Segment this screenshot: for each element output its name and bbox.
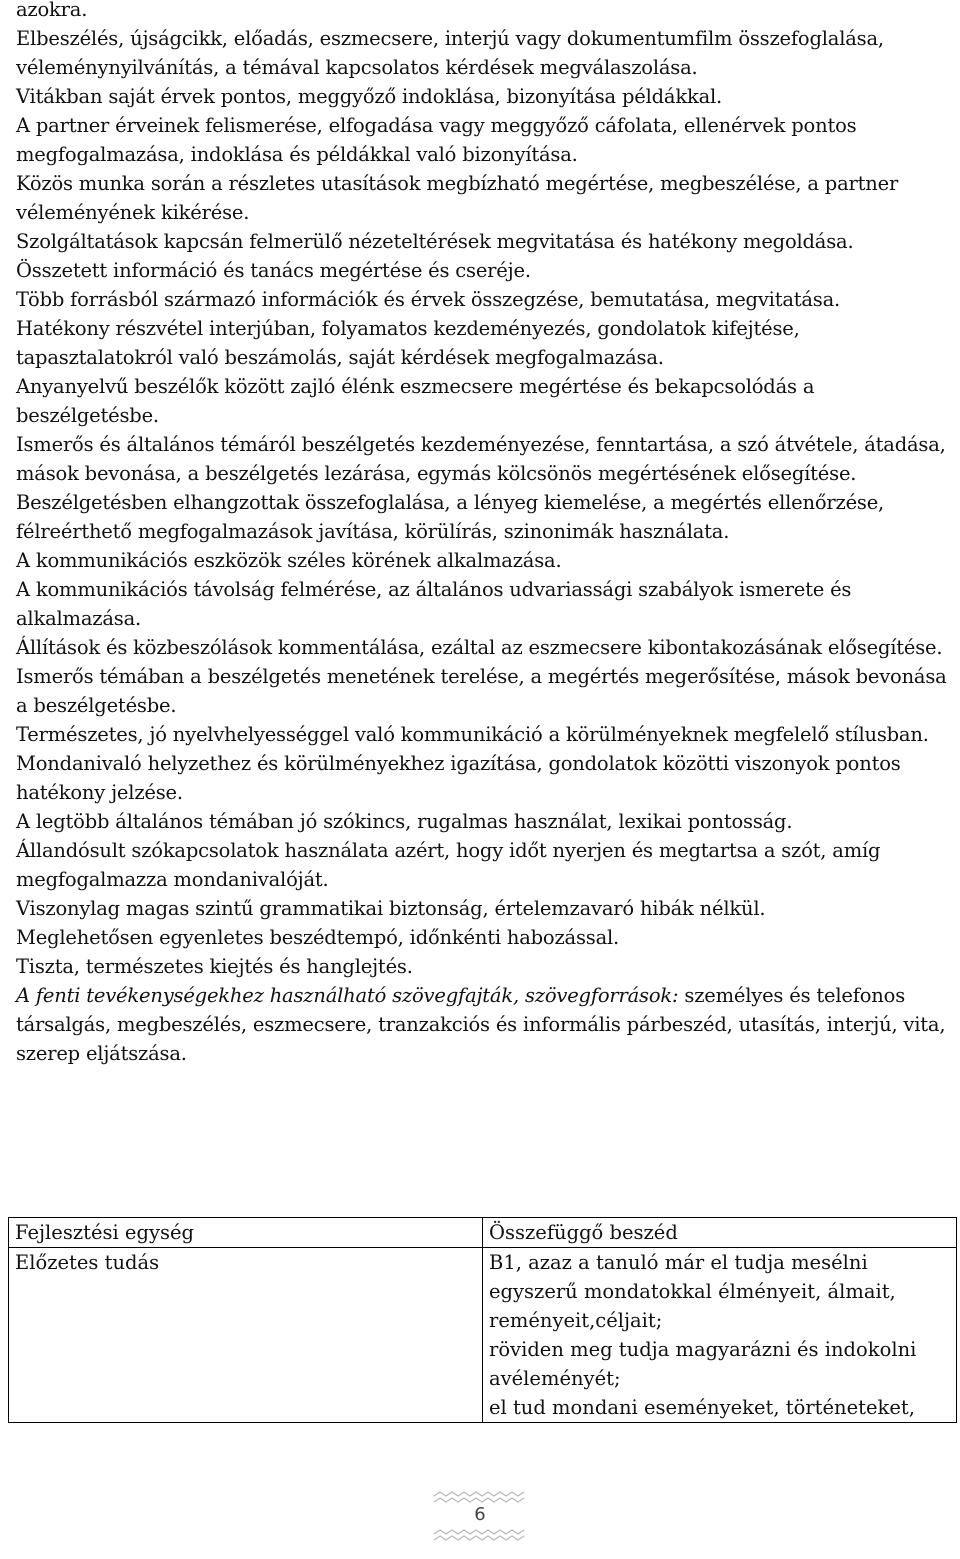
paragraph: Beszélgetésben elhangzottak összefoglalása, a lényeg kiemelése, a megértés ellenőrzése, félreérthető megfogalmazások javítása, körülírás, szinonimák használata. [16,491,885,543]
paragraph: A kommunikációs távolság felmérése, az általános udvariassági szabályok ismerete és alkalmazása. [16,578,852,630]
text-types-label: A fenti tevékenységekhez használható szövegfajták, szövegforrások: [16,984,679,1007]
paragraph: A partner érveinek felismerése, elfogadása vagy meggyőző cáfolata, ellenérvek pontos megfogalmazása, indoklása és példákkal való bizonyítása. [16,114,857,166]
paragraph: Közös munka során a részletes utasítások megbízható megértése, megbeszélése, a partner véleményének kikérése. [16,172,899,224]
paragraph: Több forrásból származó információk és érvek összegzése, bemutatása, megvitatása. [16,288,841,311]
paragraph: A kommunikációs eszközök széles körének alkalmazása. [16,549,562,572]
paragraph: Állítások és közbeszólások kommentálása, ezáltal az eszmecsere kibontakozásának elősegítése. [16,636,943,659]
prior-knowledge-line: B1, azaz a tanuló már el tudja mesélni egyszerű mondatokkal élményeit, álmait, reményeit,céljait; [489,1251,896,1332]
table-cell-label: Előzetes tudás [9,1248,483,1423]
paragraph: Ismerős témában a beszélgetés menetének terelése, a megértés megerősítése, mások bevonása a beszélgetésbe. [16,665,947,717]
paragraph: Természetes, jó nyelvhelyességgel való kommunikáció a körülményeknek megfelelő stílusban. [16,723,929,746]
body-text [16,0,952,1068]
table-cell-value: Összefüggő beszéd [483,1218,957,1248]
paragraph: Viszonylag magas szintű grammatikai biztonság, értelemzavaró hibák nélkül. [16,897,766,920]
paragraph: Mondanivaló helyzethez és körülményekhez igazítása, gondolatok közötti viszonyok pontos hatékony jelzése. [16,752,901,804]
prior-knowledge-line: el tud mondani eseményeket, történeteket, [489,1396,915,1419]
table-row [9,1218,957,1248]
text-types-paragraph [16,981,952,1068]
paragraph: Hatékony részvétel interjúban, folyamatos kezdeményezés, gondolatok kifejtése, tapasztalatokról való beszámolás, saját kérdések megfogalmazása. [16,317,800,369]
table-cell-value [483,1248,957,1423]
paragraph: Ismerős és általános témáról beszélgetés kezdeményezése, fenntartása, a szó átvétele, átadása, mások bevonása, a beszélgetés lezárása, egymás kölcsönös megértésének elősegítése. [16,433,946,485]
paragraph: Összetett információ és tanács megértése és cseréje. [16,259,531,282]
table-row [9,1248,957,1423]
paragraph: Meglehetősen egyenletes beszédtempó, időnkénti habozással. [16,926,620,949]
development-unit-table [8,1217,957,1423]
page-number [432,1486,528,1548]
page-number-text: 6 [474,1504,486,1525]
paragraph: Állandósult szókapcsolatok használata azért, hogy időt nyerjen és megtartsa a szót, amíg megfogalmazza mondanivalóját. [16,839,881,891]
paragraph: azokra. [16,0,88,21]
table-cell-label: Fejlesztési egység [9,1218,483,1248]
paragraph: Vitákban saját érvek pontos, meggyőző indoklása, bizonyítása példákkal. [16,85,723,108]
paragraph: Anyanyelvű beszélők között zajló élénk eszmecsere megértése és bekapcsolódás a beszélgetésbe. [16,375,815,427]
paragraph: Tiszta, természetes kiejtés és hanglejtés. [16,955,413,978]
prior-knowledge-line: röviden meg tudja magyarázni és indokolni avéleményét; [489,1338,917,1390]
text-types-list: személyes és telefonos társalgás, megbeszélés, eszmecsere, tranzakciós és informális párbeszéd, utasítás, interjú, vita, szerep eljátszása. [16,984,946,1065]
paragraph: Szolgáltatások kapcsán felmerülő nézeteltérések megvitatása és hatékony megoldása. [16,230,854,253]
paragraph: Elbeszélés, újságcikk, előadás, eszmecsere, interjú vagy dokumentumfilm összefoglalása, véleménynyilvánítás, a témával kapcsolatos kérdések megválaszolása. [16,27,884,79]
paragraph: A legtöbb általános témában jó szókincs, rugalmas használat, lexikai pontosság. [16,810,793,833]
